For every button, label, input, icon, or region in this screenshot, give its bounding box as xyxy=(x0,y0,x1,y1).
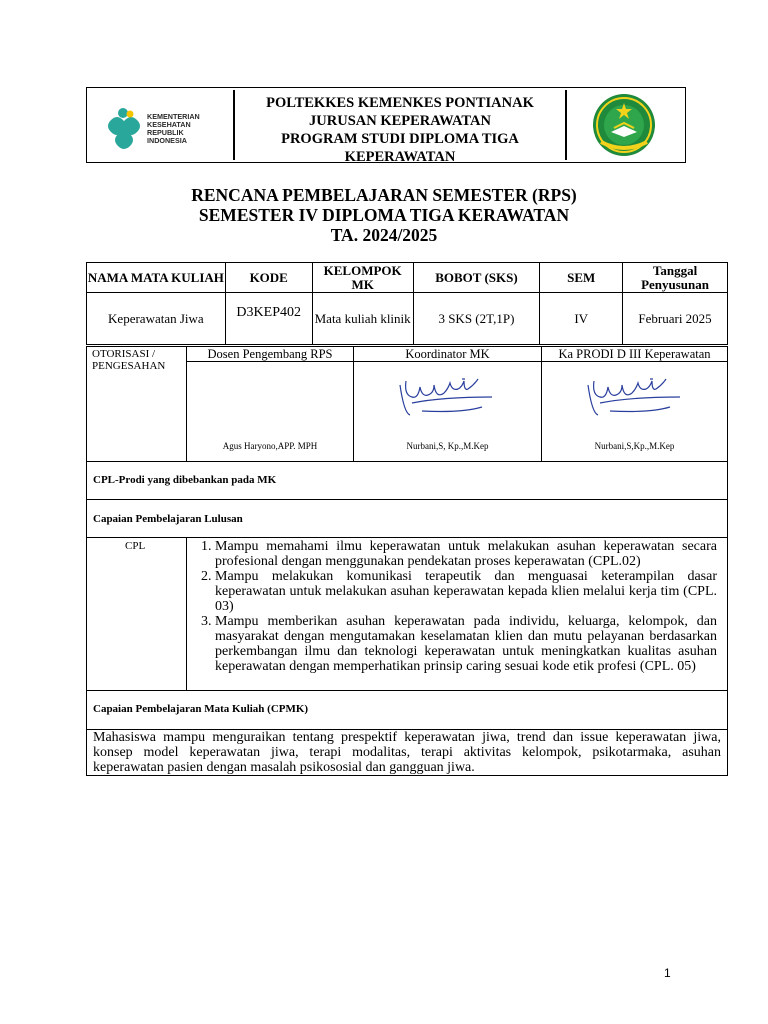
cpmk-row xyxy=(86,690,728,730)
logo-line-2: KESEHATAN xyxy=(147,120,191,129)
cell-kode: D3KEP402 xyxy=(225,293,312,345)
cpl-prodi-row xyxy=(86,461,728,500)
signature-kaprodi xyxy=(580,373,690,421)
role-koordinator: Koordinator MK xyxy=(405,347,490,361)
cpl-item: 2. Mampu melakukan komunikasi terapeutik dan menguasai keterampilan dasar keperawatan untuk melakukan asuhan keperawatan kepada klien melalui kerja tim (CPL. 03) xyxy=(215,569,717,614)
doc-title-line-1: RENCANA PEMBELAJARAN SEMESTER (RPS) xyxy=(191,185,577,205)
cpl-list xyxy=(191,539,717,674)
cpl-lulusan-row xyxy=(86,499,728,538)
institution-line: PROGRAM STUDI DIPLOMA TIGA xyxy=(281,131,519,147)
cpl-label: CPL xyxy=(125,540,146,552)
cpmk-title: Capaian Pembelajaran Mata Kuliah (CPMK) xyxy=(93,703,309,715)
institution-line: JURUSAN KEPERAWATAN xyxy=(309,113,491,129)
cpmk-text: Mahasiswa mampu menguraikan tentang prespektif keperawatan jiwa, trend dan issue keperawatan jiwa, konsep model keperawatan jiwa, terapi modalitas, terapi aktivitas kelompok, psikotarmaka, asuhan keperawatan pasien dengan masalah psikososial dan gangguan jiwa. xyxy=(93,730,721,775)
cell-sem: IV xyxy=(540,293,623,345)
authorization-label: OTORISASI / PENGESAHAN xyxy=(92,348,166,372)
cpl-item: 1. Mampu memahami ilmu keperawatan untuk melakukan asuhan keperawatan secara profesional dengan menggunakan pendekatan proses keperawatan (CPL.02) xyxy=(215,539,717,569)
kemenkes-logo-icon xyxy=(89,90,235,160)
institution-title xyxy=(235,90,567,165)
cpl-prodi-title: CPL-Prodi yang dibebankan pada MK xyxy=(93,474,277,486)
cell-kelompok: Mata kuliah klinik xyxy=(312,293,413,345)
cell-nama-mk: Keperawatan Jiwa xyxy=(87,293,226,345)
cpl-list-row xyxy=(86,537,728,691)
logo-line-1: KEMENTERIAN xyxy=(147,112,200,121)
cell-bobot: 3 SKS (2T,1P) xyxy=(413,293,540,345)
seal-icon xyxy=(567,90,683,160)
role-dosen: Dosen Pengembang RPS xyxy=(207,347,333,361)
name-dosen: Agus Haryono,APP. MPH xyxy=(222,441,318,451)
header-kelompok: KELOMPOK MK xyxy=(312,263,413,293)
cpl-lulusan-title: Capaian Pembelajaran Lulusan xyxy=(93,513,243,525)
signature-koordinator xyxy=(392,373,502,421)
doc-title-line-3: TA. 2024/2025 xyxy=(330,225,438,245)
header-nama-mk: NAMA MATA KULIAH xyxy=(87,263,226,293)
page-number: 1 xyxy=(664,966,671,980)
institution-line: KEPERAWATAN xyxy=(344,149,456,165)
authorization-block xyxy=(86,346,728,462)
cpmk-text-row xyxy=(86,729,728,776)
doc-title-line-2: SEMESTER IV DIPLOMA TIGA KERAWATAN xyxy=(198,205,570,225)
header-bobot: BOBOT (SKS) xyxy=(413,263,540,293)
letterhead xyxy=(86,87,686,163)
course-info-table xyxy=(86,262,728,345)
institution-line: POLTEKKES KEMENKES PONTIANAK xyxy=(266,95,534,111)
logo-line-3: REPUBLIK xyxy=(147,128,184,137)
kemenkes-logo xyxy=(89,90,235,160)
name-kaprodi: Nurbani,S,Kp.,M.Kep xyxy=(594,441,675,451)
header-sem: SEM xyxy=(540,263,623,293)
institution-seal xyxy=(567,90,683,160)
role-kaprodi: Ka PRODI D III Keperawatan xyxy=(558,347,711,361)
name-koordinator: Nurbani,S, Kp.,M.Kep xyxy=(406,441,489,451)
logo-line-4: INDONESIA xyxy=(147,136,187,145)
cpl-item: 3. Mampu memberikan asuhan keperawatan pada individu, keluarga, kelompok, dan masyarakat dengan mengutamakan keselamatan klien dan mutu pelayanan berdasarkan perkembangan ilmu dan teknologi keperawatan untuk meningkatkan kualitas asuhan keperawatan dengan memperhatikan prinsip caring sesuai kode etik profesi (CPL. 05) xyxy=(215,614,717,674)
header-kode: KODE xyxy=(225,263,312,293)
cell-tanggal: Februari 2025 xyxy=(623,293,728,345)
header-tanggal: Tanggal Penyusunan xyxy=(623,263,728,293)
